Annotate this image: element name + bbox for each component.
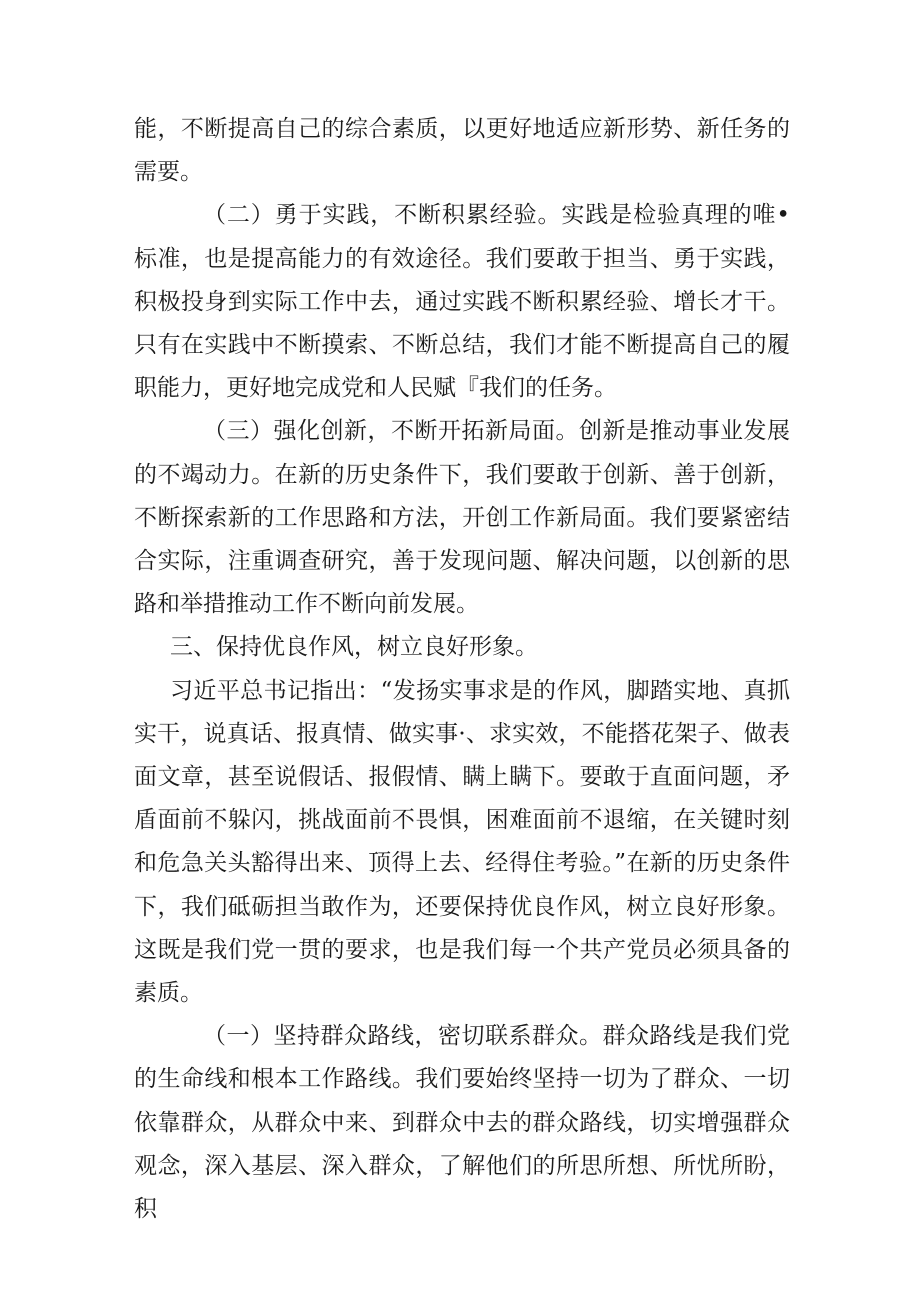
paragraph-subsection-1: （一）坚持群众路线，密切联系群众。群众路线是我们党的生命线和根本工作路线。我们要始终坚持一切为了群众、一切依靠群众，从群众中来、到群众中去的群众路线，切实增强群众观念，深入基层、深入群众，了解他们的所思所想、所忧所盼，积 [134, 1023, 790, 1223]
paragraph-continuation: 能，不断提高自己的综合素质，以更好地适应新形势、新任务的需要。 [134, 116, 790, 186]
paragraph-subsection-3: （三）强化创新，不断开拓新局面。创新是推动事业发展的不竭动力。在新的历史条件下，我们要敢于创新、善于创新，不断探索新的工作思路和方法，开创工作新局面。我们要紧密结合实际，注重调查研究，善于发现问题、解决问题，以创新的思路和举措推动工作不断向前发展。 [134, 418, 790, 618]
paragraph-quote: 习近平总书记指出：“发扬实事求是的作风，脚踏实地、真抓实干，说真话、报真情、做实事·、求实效，不能搭花架子、做表面文章，甚至说假话、报假情、瞒上瞒下。要敢于直面问题，矛盾面前不躲闪，挑战面前不畏惧，困难面前不退缩，在关键时刻和危急关头豁得出来、顶得上去、经得住考验。”在新的历史条件下，我们砥砺担当敢作为，还要保持优良作风，树立良好形象。这既是我们党一贯的要求，也是我们每一个共产党员必须具备的素质。 [134, 677, 790, 1007]
paragraph-subsection-2: （二）勇于实践，不断积累经验。实践是检验真理的唯•标准，也是提高能力的有效途径。我们要敢于担当、勇于实践，积极投身到实际工作中去，通过实践不断积累经验、增长才干。只有在实践中不断摸索、不断总结，我们才能不断提高自己的履职能力，更好地完成党和人民赋『我们的任务。 [134, 202, 790, 402]
section-heading-3: 三、保持优良作风，树立良好形象。 [170, 634, 538, 661]
document-body [134, 108, 790, 1231]
